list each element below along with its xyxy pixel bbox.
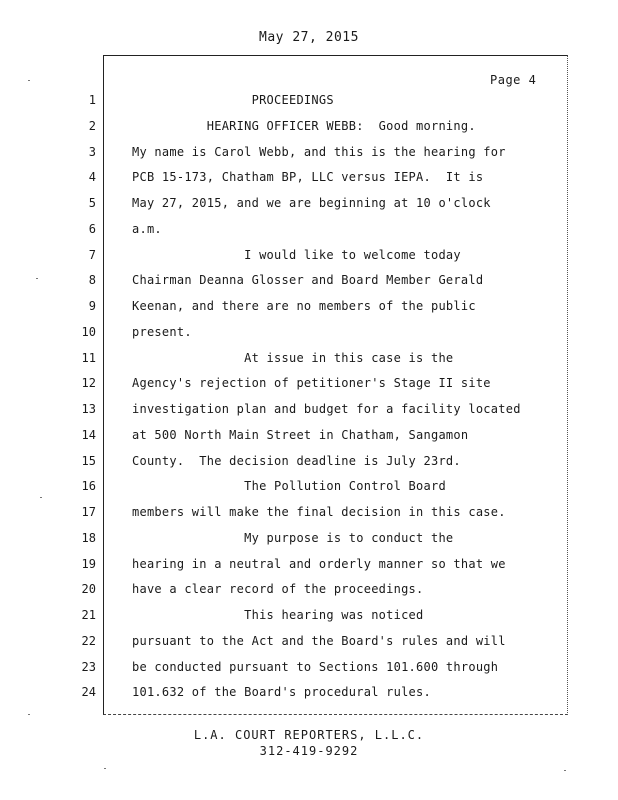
line-number: 1: [88, 93, 96, 107]
transcript-line-text: present.: [132, 325, 192, 339]
transcript-line-text: Agency's rejection of petitioner's Stage II site: [132, 376, 491, 390]
line-number: 16: [81, 479, 96, 493]
line-number: 3: [88, 145, 96, 159]
transcript-line-text: Keenan, and there are no members of the public: [132, 299, 476, 313]
transcript-line-text: PCB 15-173, Chatham BP, LLC versus IEPA. It is: [132, 170, 484, 184]
scan-speck: [40, 497, 42, 498]
scan-speck: [36, 278, 38, 279]
line-number: 11: [81, 351, 96, 365]
line-number: 22: [81, 634, 96, 648]
reporter-phone: 312-419-9292: [259, 744, 359, 758]
line-number: 24: [81, 685, 96, 699]
transcript-line-text: County. The decision deadline is July 23rd.: [132, 454, 461, 468]
transcript-line-text: at 500 North Main Street in Chatham, Sangamon: [132, 428, 469, 442]
transcript-line-text: a.m.: [132, 222, 162, 236]
transcript-line-text: have a clear record of the proceedings.: [132, 582, 424, 596]
transcript-line-text: My name is Carol Webb, and this is the hearing for: [132, 145, 506, 159]
transcript-line-text: hearing in a neutral and orderly manner so that we: [132, 557, 506, 571]
transcript-line-text: At issue in this case is the: [132, 351, 454, 365]
line-number: 19: [81, 557, 96, 571]
line-number: 18: [81, 531, 96, 545]
line-number: 20: [81, 582, 96, 596]
page-number: Page 4: [490, 73, 537, 87]
reporter-company: L.A. COURT REPORTERS, L.L.C.: [193, 728, 425, 742]
line-number: 12: [81, 376, 96, 390]
line-number: 23: [81, 660, 96, 674]
transcript-line-text: be conducted pursuant to Sections 101.600 through: [132, 660, 499, 674]
scan-speck: [104, 768, 106, 769]
line-number: 14: [81, 428, 96, 442]
line-number: 8: [88, 273, 96, 287]
transcript-line-text: members will make the final decision in this case.: [132, 505, 506, 519]
scan-speck: [564, 770, 566, 771]
line-number: 9: [88, 299, 96, 313]
line-number: 21: [81, 608, 96, 622]
scan-speck: [28, 80, 30, 81]
transcript-line-text: 101.632 of the Board's procedural rules.: [132, 685, 431, 699]
line-number: 5: [88, 196, 96, 210]
transcript-line-text: I would like to welcome today: [132, 248, 461, 262]
line-number: 7: [88, 248, 96, 262]
transcript-line-text: PROCEEDINGS: [132, 93, 334, 107]
transcript-line-text: The Pollution Control Board: [132, 479, 446, 493]
line-number: 13: [81, 402, 96, 416]
transcript-line-text: This hearing was noticed: [132, 608, 424, 622]
line-number: 6: [88, 222, 96, 236]
transcript-line-text: investigation plan and budget for a facility located: [132, 402, 521, 416]
line-number: 15: [81, 454, 96, 468]
transcript-line-text: HEARING OFFICER WEBB: Good morning.: [132, 119, 476, 133]
transcript-line-text: May 27, 2015, and we are beginning at 10 o'clock: [132, 196, 491, 210]
scan-speck: [28, 714, 30, 715]
line-number: 17: [81, 505, 96, 519]
line-number: 2: [88, 119, 96, 133]
line-number: 10: [81, 325, 96, 339]
transcript-line-text: My purpose is to conduct the: [132, 531, 454, 545]
transcript-line-text: pursuant to the Act and the Board's rules and will: [132, 634, 506, 648]
transcript-date: May 27, 2015: [259, 30, 359, 45]
line-number: 4: [88, 170, 96, 184]
transcript-line-text: Chairman Deanna Glosser and Board Member Gerald: [132, 273, 484, 287]
